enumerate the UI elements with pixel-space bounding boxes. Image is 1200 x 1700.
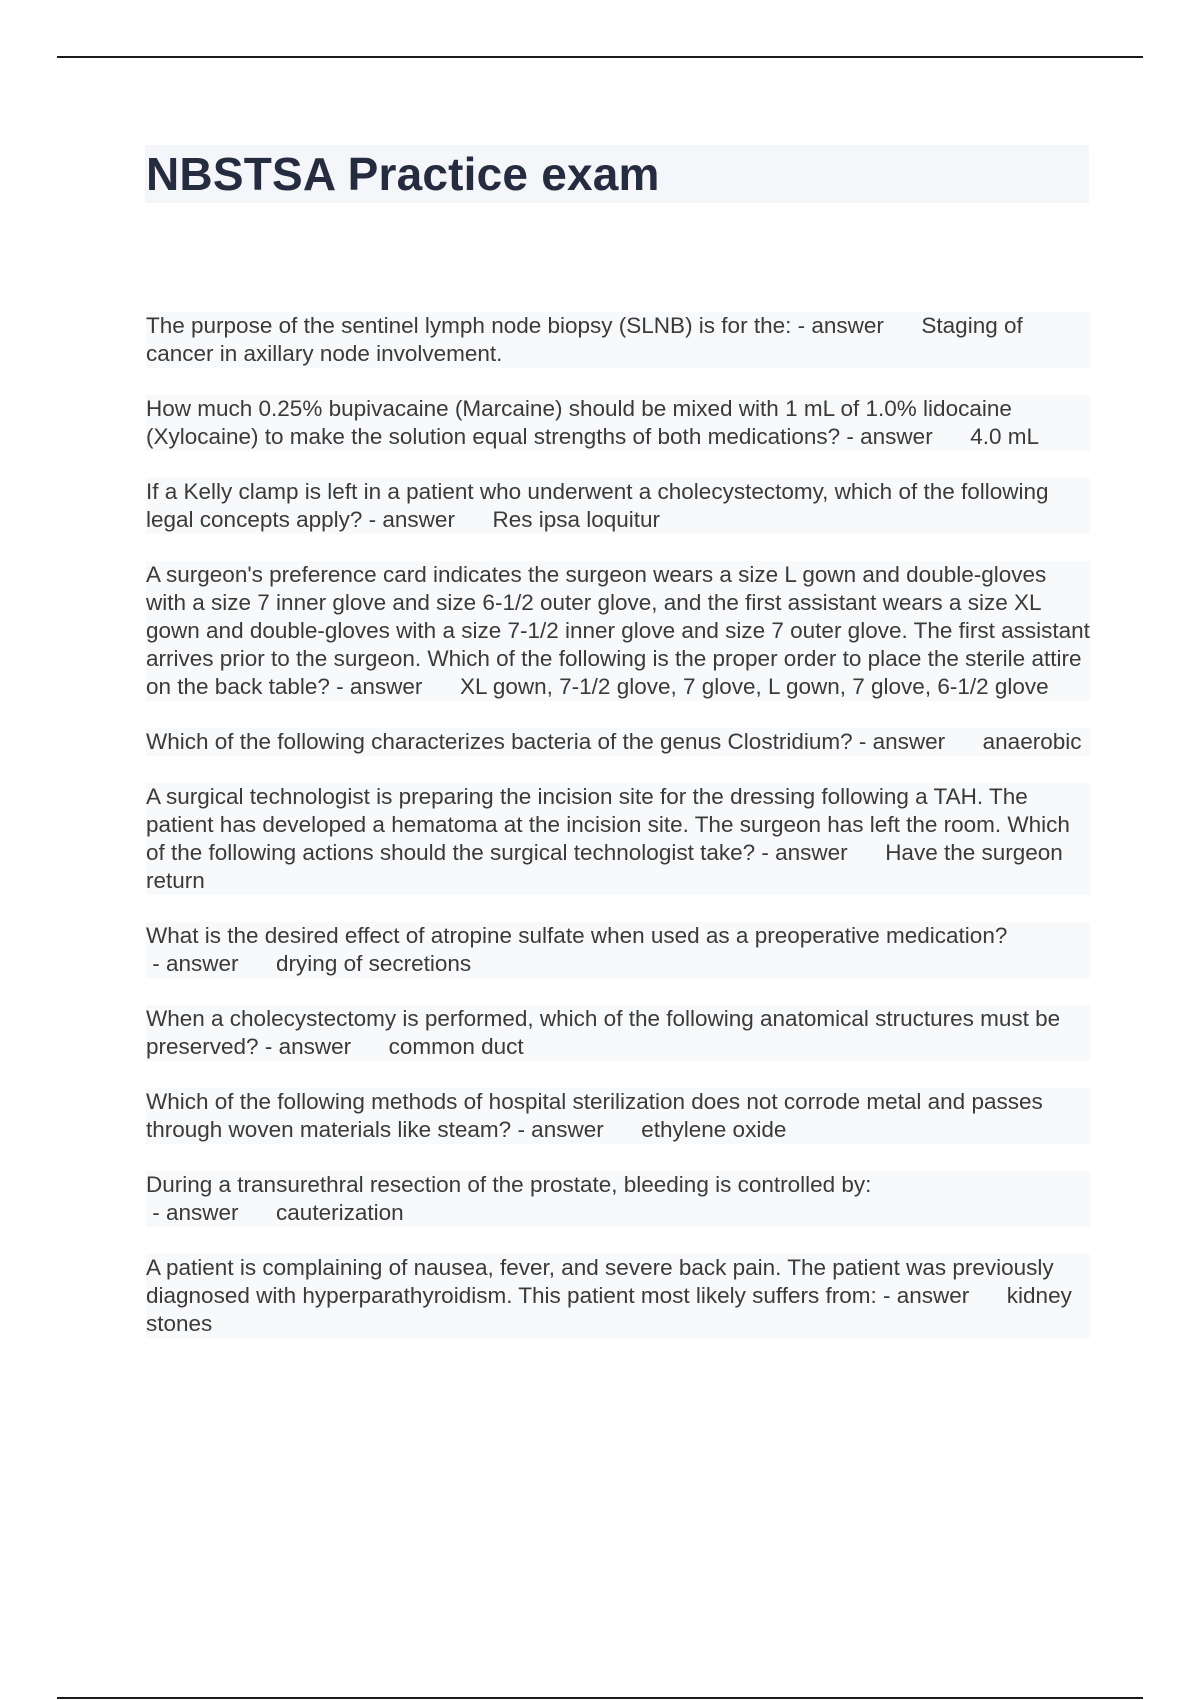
answer-text: ethylene oxide bbox=[641, 1117, 787, 1142]
answer-text: kidney stones bbox=[146, 1283, 1072, 1336]
answer-separator: - answer bbox=[791, 313, 922, 338]
answer-text: common duct bbox=[388, 1034, 524, 1059]
qa-item bbox=[146, 395, 1090, 451]
qa-item bbox=[146, 1254, 1090, 1338]
question-text: A surgical technologist is preparing the incision site for the dressing following a TAH. The patient has developed a hematoma at the incision site. The surgeon has left the room. Which of the following actions should the surgical technologist take? bbox=[146, 784, 1070, 865]
answer-text: Have the surgeon return bbox=[146, 840, 1063, 893]
qa-list bbox=[146, 312, 1090, 1365]
question-text: When a cholecystectomy is performed, which of the following anatomical structures must be preserved? bbox=[146, 1006, 1061, 1059]
answer-separator: - answer bbox=[840, 424, 971, 449]
qa-item bbox=[146, 1171, 1090, 1227]
answer-separator: - answer bbox=[146, 951, 277, 976]
answer-separator: - answer bbox=[755, 840, 886, 865]
qa-item bbox=[146, 922, 1090, 978]
answer-separator: - answer bbox=[852, 729, 983, 754]
answer-separator: - answer bbox=[329, 674, 460, 699]
answer-text: Res ipsa loquitur bbox=[492, 507, 661, 532]
answer-text: cauterization bbox=[276, 1200, 404, 1225]
qa-item bbox=[146, 1005, 1090, 1061]
bottom-rule bbox=[57, 1697, 1143, 1699]
qa-item bbox=[146, 561, 1090, 701]
question-text: Which of the following characterizes bacteria of the genus Clostridium? bbox=[146, 729, 853, 754]
question-text: What is the desired effect of atropine sulfate when used as a preoperative medication? bbox=[146, 923, 1008, 948]
question-text: During a transurethral resection of the prostate, bleeding is controlled by: bbox=[146, 1172, 872, 1197]
question-text: How much 0.25% bupivacaine (Marcaine) should be mixed with 1 mL of 1.0% lidocaine (Xylocaine) to make the solution equal strengths of both medications? bbox=[146, 396, 1012, 449]
question-text: If a Kelly clamp is left in a patient who underwent a cholecystectomy, which of the following legal concepts apply? bbox=[146, 479, 1049, 532]
page-title: NBSTSA Practice exam bbox=[146, 148, 660, 200]
answer-separator: - answer bbox=[511, 1117, 642, 1142]
qa-item bbox=[146, 312, 1090, 368]
qa-item bbox=[146, 783, 1090, 895]
qa-item bbox=[146, 728, 1090, 756]
answer-separator: - answer bbox=[146, 1200, 277, 1225]
answer-separator: - answer bbox=[258, 1034, 389, 1059]
question-text: A patient is complaining of nausea, fever, and severe back pain. The patient was previously diagnosed with hyperparathyroidism. This patient most likely suffers from: bbox=[146, 1255, 1054, 1308]
answer-text: XL gown, 7-1/2 glove, 7 glove, L gown, 7 glove, 6-1/2 glove bbox=[459, 674, 1049, 699]
answer-text: Staging of cancer in axillary node involvement. bbox=[146, 313, 1023, 366]
qa-item bbox=[146, 1088, 1090, 1144]
question-text: A surgeon's preference card indicates the surgeon wears a size L gown and double-gloves with a size 7 inner glove and size 6-1/2 outer glove, and the first assistant wears a size XL gown and double-gloves with a size 7-1/2 inner glove and size 7 outer glove. The first assistant arrives prior to the surgeon. Which of the following is the proper order to place the sterile attire on the back table? bbox=[146, 562, 1090, 699]
top-rule bbox=[57, 56, 1143, 58]
answer-text: drying of secretions bbox=[276, 951, 472, 976]
answer-text: anaerobic bbox=[982, 729, 1082, 754]
answer-text: 4.0 mL bbox=[970, 424, 1039, 449]
qa-item bbox=[146, 478, 1090, 534]
answer-separator: - answer bbox=[876, 1283, 1007, 1308]
question-text: Which of the following methods of hospital sterilization does not corrode metal and passes through woven materials like steam? bbox=[146, 1089, 1043, 1142]
answer-separator: - answer bbox=[362, 507, 493, 532]
question-text: The purpose of the sentinel lymph node biopsy (SLNB) is for the: bbox=[146, 313, 792, 338]
